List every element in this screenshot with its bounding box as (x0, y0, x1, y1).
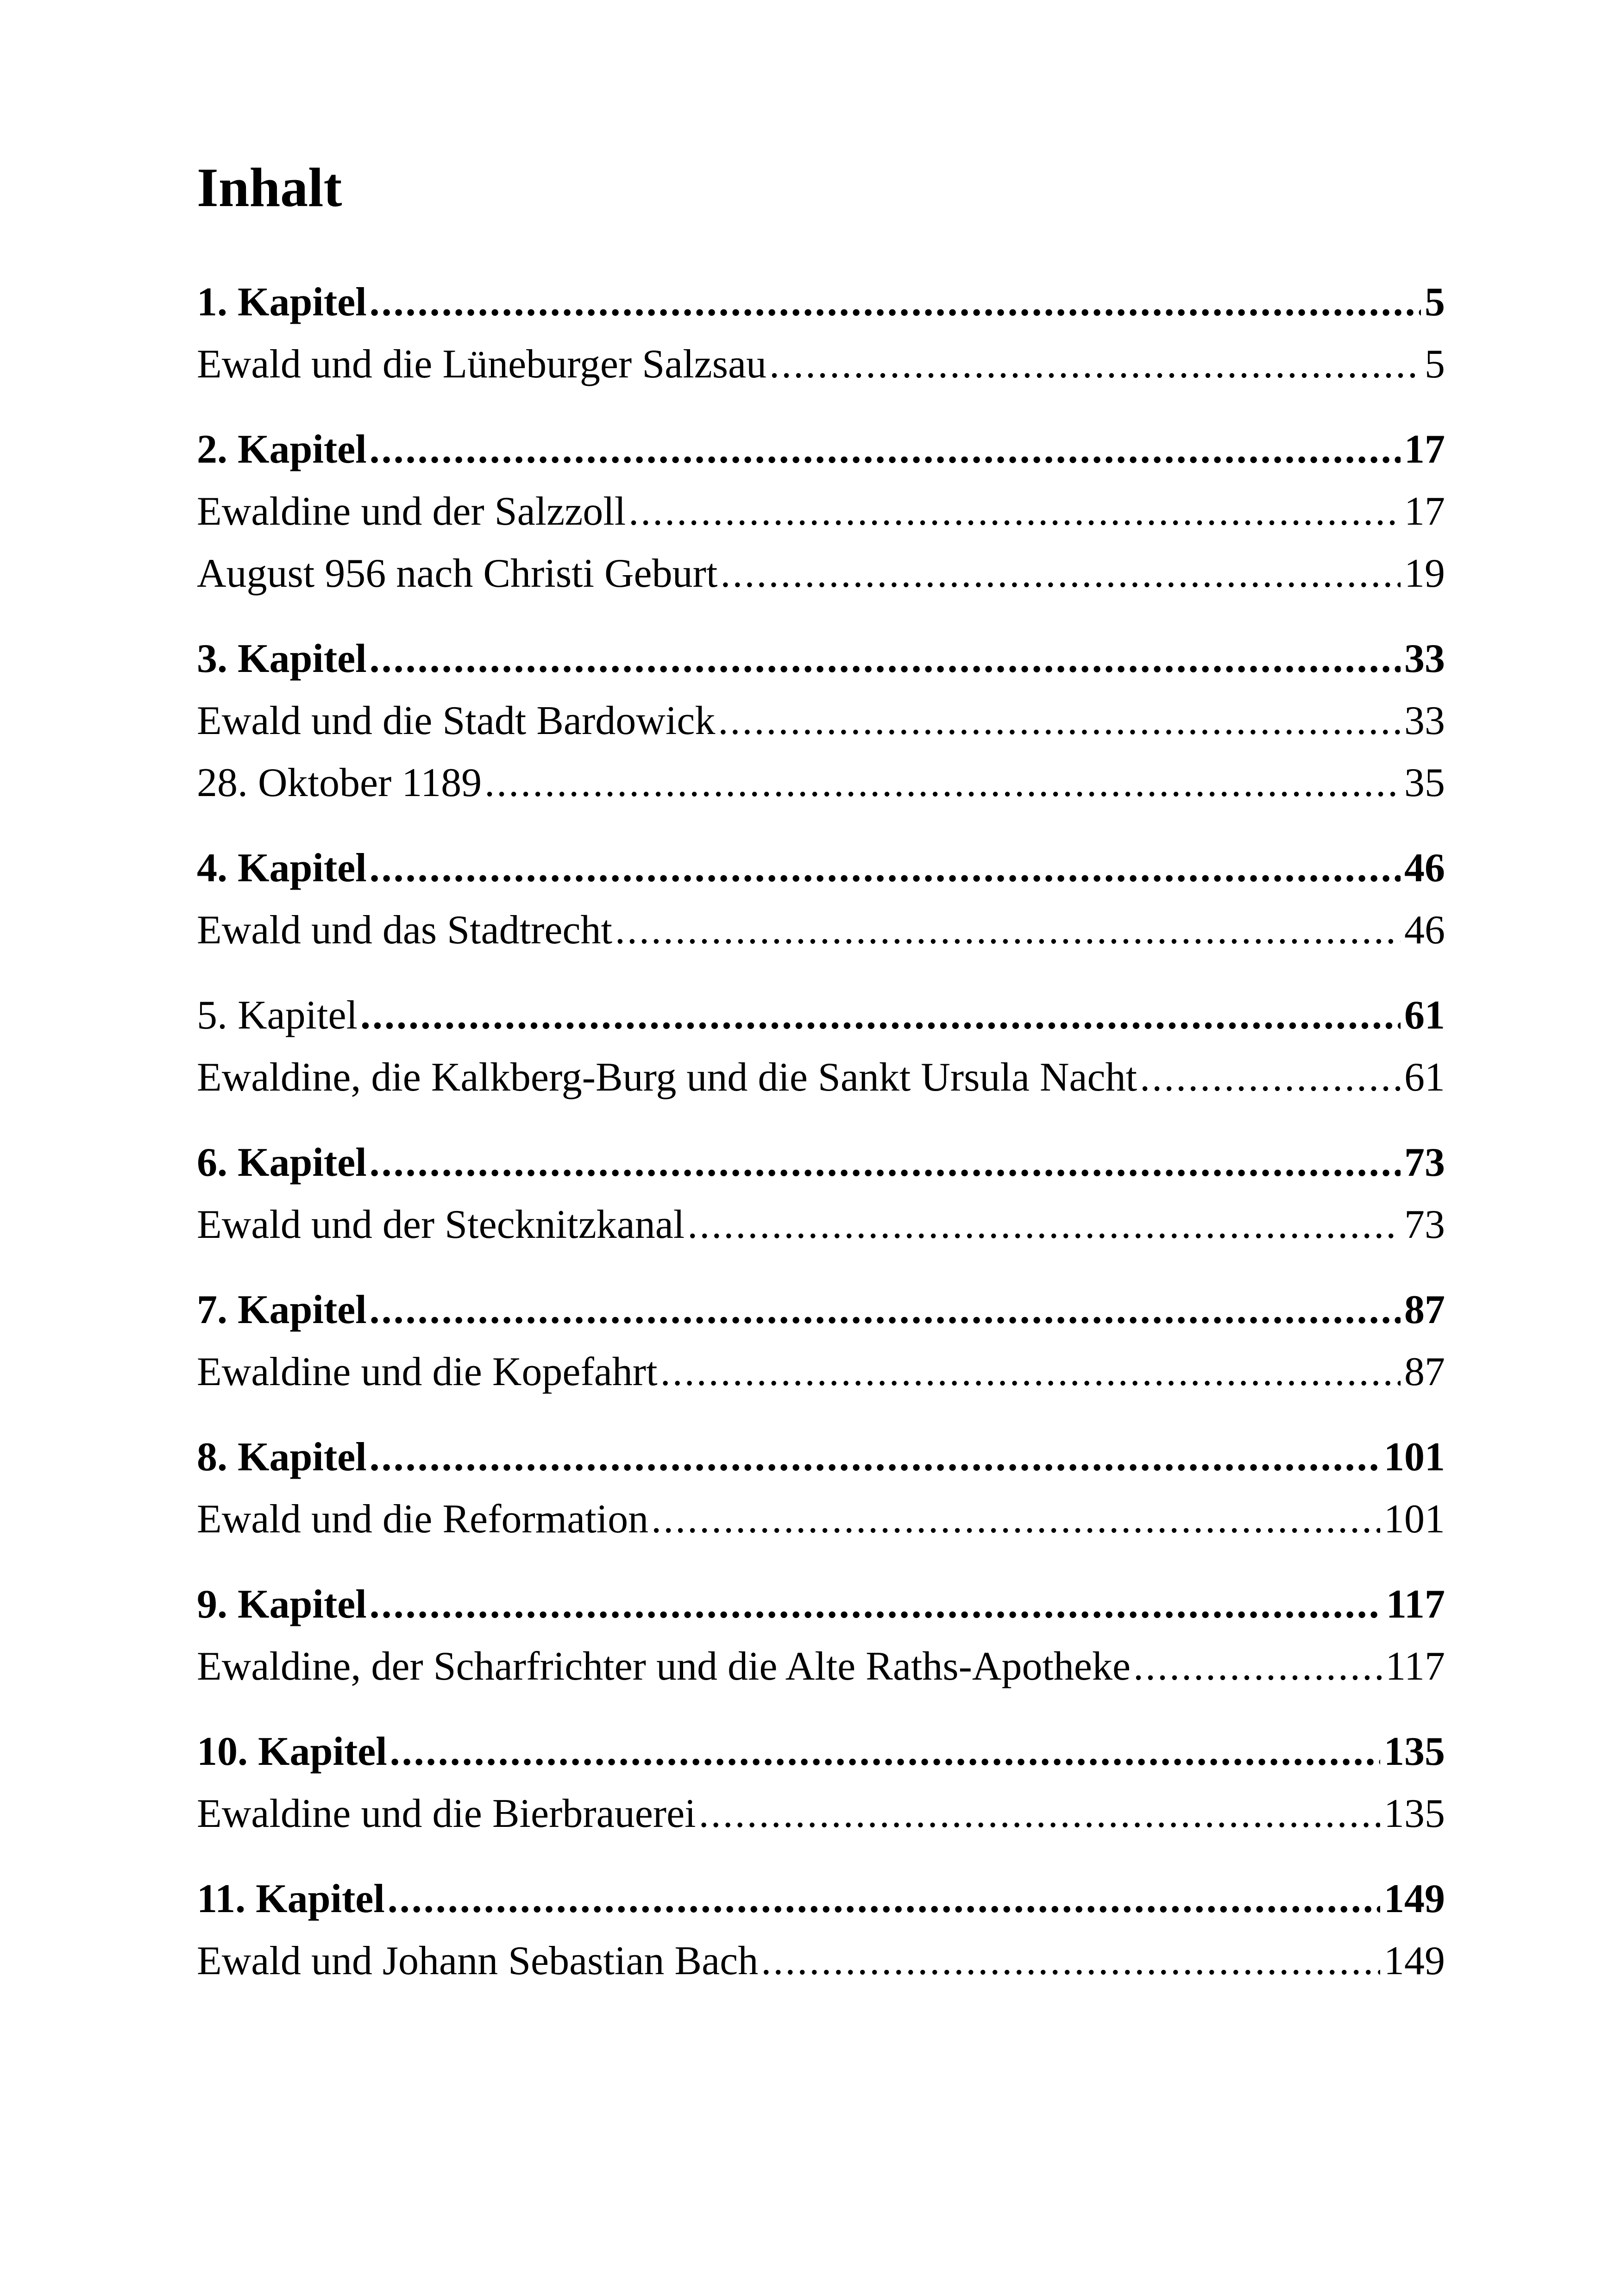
toc-entry[interactable] (197, 1488, 1445, 1550)
dot-leader (660, 1341, 1401, 1403)
chapter-heading[interactable] (197, 1279, 1445, 1341)
entry-label: Ewaldine, die Kalkberg-Burg und die Sankt Ursula Nacht (197, 1055, 1137, 1100)
page-number: 117 (1385, 1644, 1445, 1689)
page-number: 135 (1384, 1729, 1445, 1774)
toc-entry[interactable] (197, 1783, 1445, 1845)
dot-leader (370, 628, 1401, 690)
page-number: 117 (1386, 1582, 1445, 1627)
page-number: 149 (1384, 1876, 1445, 1921)
page-number: 46 (1404, 908, 1445, 953)
toc-entry[interactable] (197, 1636, 1445, 1698)
chapter-label: 7. Kapitel (197, 1287, 367, 1332)
toc-entry[interactable] (197, 690, 1445, 752)
chapter-heading[interactable] (197, 1721, 1445, 1783)
entry-label: August 956 nach Christi Geburt (197, 551, 718, 596)
chapter-group (197, 271, 1445, 395)
chapter-group (197, 1721, 1445, 1845)
dot-leader (370, 837, 1401, 899)
toc-entry[interactable] (197, 1341, 1445, 1403)
toc-entry[interactable] (197, 1930, 1445, 1992)
entry-label: Ewaldine und der Salzzoll (197, 489, 626, 534)
dot-leader (370, 271, 1421, 333)
chapter-label: 2. Kapitel (197, 427, 367, 472)
chapter-label: 11. Kapitel (197, 1876, 385, 1921)
dot-leader (761, 1930, 1380, 1992)
toc-entry[interactable] (197, 1194, 1445, 1256)
chapter-group (197, 628, 1445, 814)
dot-leader (388, 1868, 1380, 1930)
page-number: 87 (1404, 1287, 1445, 1332)
dot-leader (687, 1194, 1401, 1256)
chapter-label: 9. Kapitel (197, 1582, 367, 1627)
chapter-label: 5. Kapitel (197, 993, 358, 1038)
chapter-label: 10. Kapitel (197, 1729, 387, 1774)
dot-leader (1133, 1636, 1382, 1698)
toc-entry[interactable] (197, 543, 1445, 605)
chapter-group (197, 1132, 1445, 1256)
entry-label: Ewald und der Stecknitzkanal (197, 1202, 685, 1247)
page-number: 73 (1404, 1140, 1445, 1185)
table-of-contents (197, 153, 1445, 2015)
entry-label: Ewald und das Stadtrecht (197, 908, 612, 953)
page-number: 87 (1404, 1349, 1445, 1394)
page-number: 73 (1404, 1202, 1445, 1247)
chapter-group (197, 837, 1445, 961)
page-number: 101 (1384, 1435, 1445, 1480)
dot-leader (484, 752, 1401, 814)
chapter-group (197, 1868, 1445, 1992)
dot-leader (360, 985, 1401, 1047)
entry-label: Ewald und die Reformation (197, 1497, 649, 1542)
dot-leader (370, 1574, 1382, 1636)
toc-entry[interactable] (197, 899, 1445, 961)
entry-label: Ewald und Johann Sebastian Bach (197, 1938, 759, 1983)
page-number: 17 (1404, 427, 1445, 472)
entry-label: 28. Oktober 1189 (197, 760, 482, 805)
chapter-heading[interactable] (197, 419, 1445, 481)
chapter-heading[interactable] (197, 837, 1445, 899)
page-title: Inhalt (197, 157, 342, 218)
chapter-heading[interactable] (197, 1868, 1445, 1930)
chapter-label: 6. Kapitel (197, 1140, 367, 1185)
dot-leader (370, 1279, 1401, 1341)
chapter-label: 3. Kapitel (197, 636, 367, 681)
chapter-label: 4. Kapitel (197, 846, 367, 891)
dot-leader (390, 1721, 1380, 1783)
dot-leader (720, 543, 1401, 605)
chapter-heading[interactable] (197, 271, 1445, 333)
page-number: 5 (1425, 280, 1445, 325)
page-number: 35 (1404, 760, 1445, 805)
chapter-heading[interactable] (197, 985, 1445, 1047)
dot-leader (1140, 1047, 1401, 1109)
dot-leader (370, 1132, 1401, 1194)
chapter-group (197, 985, 1445, 1109)
page-number: 61 (1404, 1055, 1445, 1100)
dot-leader (718, 690, 1401, 752)
toc-entry[interactable] (197, 1047, 1445, 1109)
entry-label: Ewald und die Lüneburger Salzsau (197, 342, 767, 387)
entry-label: Ewaldine und die Kopefahrt (197, 1349, 658, 1394)
toc-entry[interactable] (197, 481, 1445, 543)
dot-leader (370, 1426, 1380, 1488)
page-number: 5 (1425, 342, 1445, 387)
chapter-heading[interactable] (197, 1574, 1445, 1636)
page-number: 33 (1404, 636, 1445, 681)
chapter-group (197, 1574, 1445, 1698)
chapter-label: 1. Kapitel (197, 280, 367, 325)
page-number: 149 (1384, 1938, 1445, 1983)
page-number: 33 (1404, 698, 1445, 743)
chapter-label: 8. Kapitel (197, 1435, 367, 1480)
dot-leader (699, 1783, 1380, 1845)
chapter-heading[interactable] (197, 1426, 1445, 1488)
chapter-heading[interactable] (197, 628, 1445, 690)
entry-label: Ewaldine, der Scharfrichter und die Alte Raths-Apotheke (197, 1644, 1131, 1689)
page-number: 101 (1384, 1497, 1445, 1542)
chapter-group (197, 1426, 1445, 1550)
chapter-group (197, 1279, 1445, 1403)
chapter-group (197, 419, 1445, 605)
dot-leader (615, 899, 1401, 961)
page-number: 19 (1404, 551, 1445, 596)
toc-entry[interactable] (197, 752, 1445, 814)
entry-label: Ewald und die Stadt Bardowick (197, 698, 716, 743)
page-number: 61 (1404, 993, 1445, 1038)
page-number: 17 (1404, 489, 1445, 534)
page-number: 135 (1384, 1791, 1445, 1836)
dot-leader (628, 481, 1401, 543)
toc-entry[interactable] (197, 333, 1445, 395)
dot-leader (769, 333, 1421, 395)
dot-leader (651, 1488, 1380, 1550)
chapter-heading[interactable] (197, 1132, 1445, 1194)
entry-label: Ewaldine und die Bierbrauerei (197, 1791, 696, 1836)
dot-leader (370, 419, 1401, 481)
page-number: 46 (1404, 846, 1445, 891)
